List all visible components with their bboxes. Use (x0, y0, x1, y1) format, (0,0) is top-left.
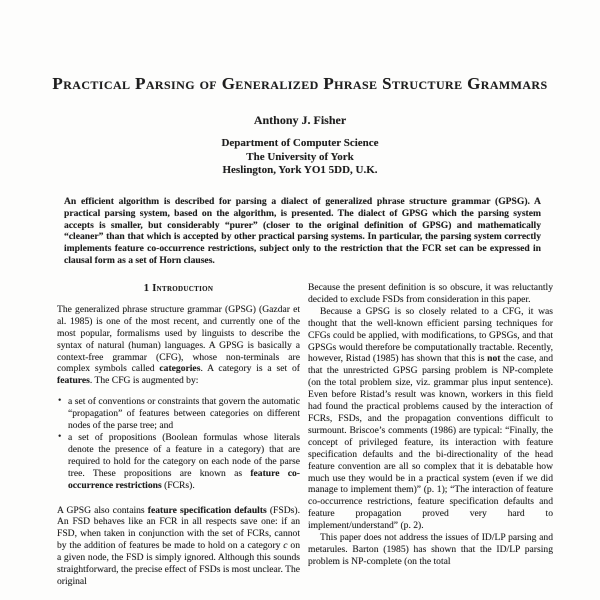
affiliation-address: Heslington, York YO1 5DD, U.K. (222, 164, 378, 176)
paragraph: The generalized phrase structure grammar (GPSG) (Gazdar et al. 1985) is one of the most recent, and currently one of the most popular, formalisms used by linguists to describe the syntax of natural (human) languages. A GPSG is basically a context-free grammar (CFG), whose non-terminals are complex symbols called categories. A category is a set of features. The CFG is augmented by: (57, 303, 300, 387)
paragraph: A GPSG also contains feature specification defaults (FSDs). An FSD behaves like an FCR in all respects save one: if an FSD, when taken in conjunction with the set of FCRs, cannot by the addition of features be made to hold on a category c on a given node, the FSD is simply ignored. Although this sounds straightforward, the precise effect of FSDs is most unclear. The original (57, 504, 300, 587)
bullet-item: • a set of conventions or constraints that govern the automatic “propagation” of features between categories on different nodes of the parse tree; and (58, 395, 300, 432)
paragraph: This paper does not address the issues of ID/LP parsing and metarules. Barton (1985) has shown that the ID/LP parsing problem is NP-complete (on the total (308, 532, 553, 567)
paper-title: Practical Parsing of Generalized Phrase Structure Grammars (52, 74, 548, 93)
author-name: Anthony J. Fisher (253, 113, 347, 127)
right-column (308, 282, 553, 600)
affiliation-department: Department of Computer Science (221, 137, 379, 149)
section-heading-introduction: 1 Introduction (143, 283, 214, 294)
bullet-icon: • (58, 395, 62, 407)
paragraph: Because a GPSG is so closely related to a CFG, it was thought that the well-known efficient parsing techniques for CFGs could be applied, with modifications, to GPSGs, and that GPSGs would therefore be computationally tractable. Recently, however, Ristad (1985) has shown that this is not the case, and that the unrestricted GPSG parsing problem is NP-complete (on the total problem size, viz. grammar plus input sentence). Even before Ristad’s result was known, workers in this field had found the practical problems caused by the interaction of FCRs, FSDs, and the propagation conventions difficult to surmount. Briscoe’s comments (1986) are typical: “Finally, the concept of privileged feature, its interaction with feature specification defaults and the bi-directionality of the head feature convention are all so complex that it is debatable how much use they would be in a practical system (even if we did manage to implement them)” (p. 1); “The interaction of feature co-occurrence restrictions, feature specification defaults and feature propagation proved very hard to implement/understand” (p. 2). (308, 305, 553, 532)
author-block (100, 113, 500, 178)
left-column-body (57, 304, 300, 588)
paragraph: Because the present definition is so obscure, it was reluctantly decided to exclude FSDs from consideration in this paper. (308, 282, 553, 305)
abstract-text: An efficient algorithm is described for parsing a dialect of generalized phrase structure grammar (GPSG). A practical parsing system, based on the algorithm, is presented. The dialect of GPSG which the parsing system accepts is smaller, but considerably “purer” (closer to the original definition of GPSG) and mathematically “cleaner” than that which is accepted by other practical parsing systems. In particular, the parsing system correctly implements feature co-occurrence restrictions, subject only to the restriction that the FCR set can be expressed in clausal form as a set of Horn clauses. (64, 196, 541, 266)
right-column-body (308, 282, 553, 568)
affiliation-university: The University of York (246, 150, 354, 163)
bullet-item: • a set of propositions (Boolean formulas whose literals denote the presence of a feature in a category) that are required to hold for the category on each node of the parse tree. These propositions are known as feature co-occurrence restrictions (FCRs). (58, 430, 300, 491)
bullet-icon: • (58, 430, 62, 442)
left-column (57, 282, 300, 600)
